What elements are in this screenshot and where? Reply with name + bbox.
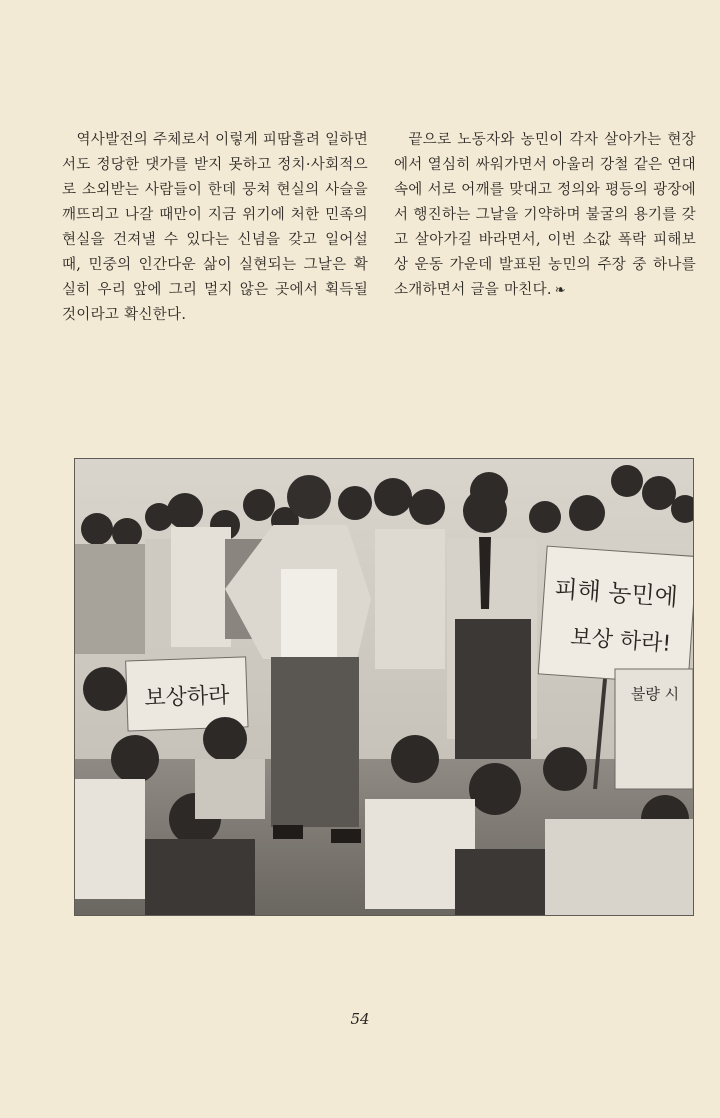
page-number: 54 xyxy=(350,1010,370,1028)
protest-photo-image xyxy=(75,459,693,915)
right-paragraph xyxy=(394,128,696,303)
right-sign-line2: 보상 하라! xyxy=(569,624,672,657)
lower-right-sign-text: 불량 시 xyxy=(630,685,680,703)
protest-photo xyxy=(74,458,694,916)
left-sign-text: 보상하라 xyxy=(144,683,230,712)
left-paragraph: 역사발전의 주체로서 이렇게 피땀흘려 일하면서도 정당한 댓가를 받지 못하고 정치·사회적으로 소외받는 사람들이 한데 뭉쳐 현실의 사슬을 깨뜨리고 나갈 때만이 지금 위기에 처한 민족의 현실을 건져낼 수 있다는 신념을 갖고 일어설 때, 민중의 인간다운 삶이 실현되는 그날은 확실히 우리 앞에 그리 멀지 않은 곳에서 획득될 것이라고 확신한다. xyxy=(62,132,368,323)
right-text-column xyxy=(394,128,696,303)
end-mark-icon: ❧ xyxy=(554,283,566,298)
right-paragraph-text: 끝으로 노동자와 농민이 각자 살아가는 현장에서 열심히 싸워가면서 아울러 강철 같은 연대 속에 서로 어깨를 맞대고 정의와 평등의 광장에서 행진하는 그날을 기약하며 불굴의 용기를 갖고 살아가길 바라면서, 이번 소값 폭락 피해보상 운동 가운데 발표된 농민의 주장 중 하나를 소개하면서 글을 마친다. xyxy=(394,132,696,298)
left-text-column xyxy=(62,128,368,328)
right-sign-line1: 피해 농민에 xyxy=(553,574,679,612)
right-protest-sign xyxy=(538,546,693,684)
